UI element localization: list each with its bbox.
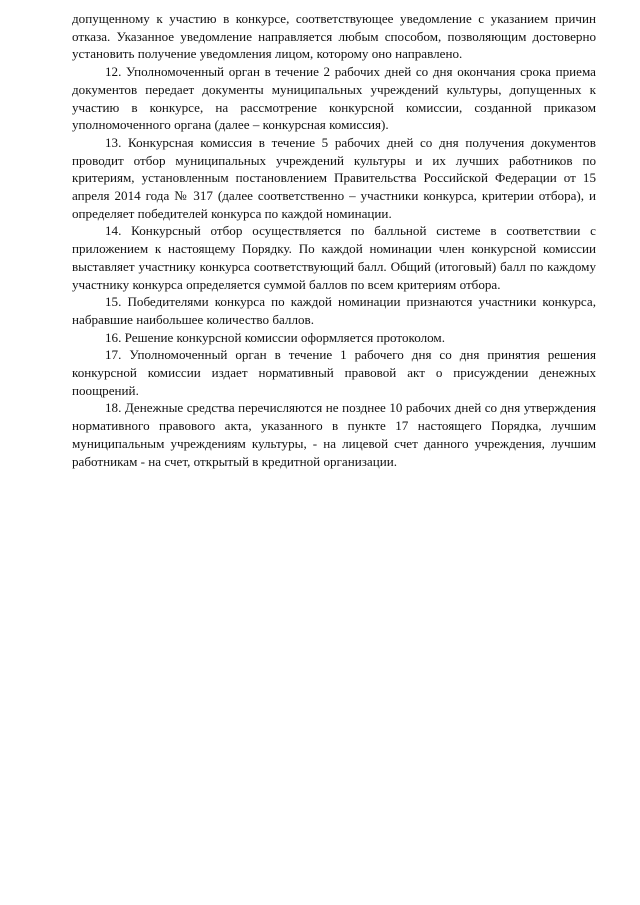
paragraph-item-14: 14. Конкурсный отбор осуществляется по балльной системе в соответствии с приложением к настоящему Порядку. По каждой номинации член конкурсной комиссии выставляет участнику конкурса соответствующий балл. Общий (итоговый) балл по каждому участнику конкурса определяется суммой баллов по всем критериям отбора. xyxy=(72,223,596,292)
paragraph-item-13: 13. Конкурсная комиссия в течение 5 рабочих дней со дня получения документов проводит отбор муниципальных учреждений культуры и их лучших работников по критериям, установленным постановлением Правительства Российской Федерации от 15 апреля 2014 года № 317 (далее соответственно – участники конкурса, критерии отбора), и определяет победителей конкурса по каждой номинации. xyxy=(72,134,596,221)
paragraph-continuation: допущенному к участию в конкурсе, соответствующее уведомление с указанием причин отказа. Указанное уведомление направляется любым способом, позволяющим достоверно установить получение уведомления лицом, которому оно направлено. xyxy=(72,11,596,62)
paragraph-item-12: 12. Уполномоченный орган в течение 2 рабочих дней со дня окончания срока приема документов передает документы муниципальных учреждений культуры, допущенных к участию в конкурсе, на рассмотрение конкурсной комиссии, созданной приказом уполномоченного органа (далее – конкурсная комиссия). xyxy=(72,64,596,133)
document-page xyxy=(72,10,596,470)
paragraph-item-17: 17. Уполномоченный орган в течение 1 рабочего дня со дня принятия решения конкурсной комиссии издает нормативный правовой акт о присуждении денежных поощрений. xyxy=(72,347,596,398)
paragraph-item-18: 18. Денежные средства перечисляются не позднее 10 рабочих дней со дня утверждения нормативного правового акта, указанного в пункте 17 настоящего Порядка, лучшим муниципальным учреждениям культуры, - на лицевой счет данного учреждения, лучшим работникам - на счет, открытый в кредитной организации. xyxy=(72,400,596,469)
paragraph-item-16: 16. Решение конкурсной комиссии оформляется протоколом. xyxy=(105,329,445,345)
paragraph-item-15: 15. Победителями конкурса по каждой номинации признаются участники конкурса, набравшие наибольшее количество баллов. xyxy=(72,294,596,327)
